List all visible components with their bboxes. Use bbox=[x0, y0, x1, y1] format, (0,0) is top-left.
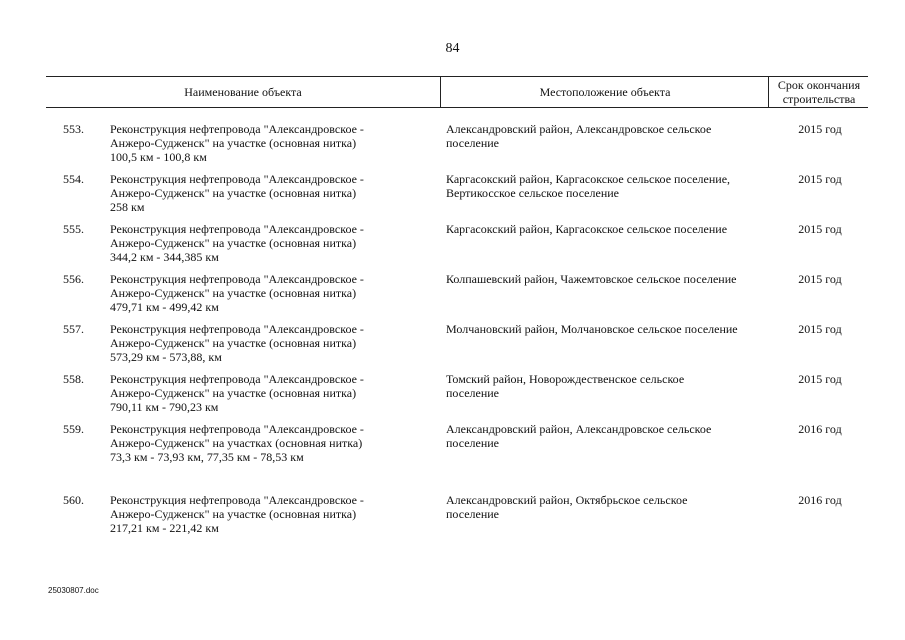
row-number: 558. bbox=[63, 372, 84, 386]
row-number: 553. bbox=[63, 122, 84, 136]
page-number: 84 bbox=[445, 41, 460, 56]
object-location-line: Колпашевский район, Чажемтовское сельское поселение bbox=[446, 272, 737, 286]
row-number: 554. bbox=[63, 172, 84, 186]
object-name-line: Анжеро-Судженск" на участках (основная нитка) bbox=[110, 436, 363, 450]
row-object-name bbox=[110, 322, 410, 364]
object-location-line: Каргасокский район, Каргасокское сельское поселение, bbox=[446, 172, 731, 186]
row-object-location bbox=[446, 422, 764, 450]
header-object-name: Наименование объекта bbox=[184, 84, 302, 99]
object-location-line: поселение bbox=[446, 436, 500, 450]
row-number: 556. bbox=[63, 272, 84, 286]
object-location-line: поселение bbox=[446, 386, 500, 400]
row-completion-term: 2015 год bbox=[798, 322, 842, 336]
row-number: 555. bbox=[63, 222, 84, 236]
header-term-line-1: Срок окончания bbox=[777, 78, 861, 92]
row-object-name bbox=[110, 422, 410, 464]
row-object-location bbox=[446, 372, 764, 400]
object-name-line: 790,11 км - 790,23 км bbox=[110, 400, 219, 414]
object-location-line: поселение bbox=[446, 507, 500, 521]
object-name-line: Анжеро-Судженск" на участке (основная нитка) bbox=[110, 286, 357, 300]
object-name-line: Реконструкция нефтепровода "Александровское - bbox=[110, 122, 364, 136]
object-name-line: Анжеро-Судженск" на участке (основная нитка) bbox=[110, 386, 357, 400]
object-name-line: 217,21 км - 221,42 км bbox=[110, 521, 219, 535]
object-name-line: Реконструкция нефтепровода "Александровское - bbox=[110, 322, 364, 336]
row-number: 557. bbox=[63, 322, 84, 336]
row-object-location bbox=[446, 322, 764, 336]
row-completion-term: 2015 год bbox=[798, 172, 842, 186]
row-object-name bbox=[110, 372, 410, 414]
object-name-line: 73,3 км - 73,93 км, 77,35 км - 78,53 км bbox=[110, 450, 304, 464]
row-completion-term: 2015 год bbox=[798, 372, 842, 386]
row-object-name bbox=[110, 122, 410, 164]
object-name-line: 344,2 км - 344,385 км bbox=[110, 250, 219, 264]
object-location-line: Молчановский район, Молчановское сельское поселение bbox=[446, 322, 738, 336]
object-name-line: Реконструкция нефтепровода "Александровское - bbox=[110, 422, 364, 436]
row-completion-term: 2016 год bbox=[798, 422, 842, 436]
row-object-name bbox=[110, 222, 410, 264]
object-name-line: Реконструкция нефтепровода "Александровское - bbox=[110, 272, 364, 286]
row-completion-term: 2016 год bbox=[798, 493, 842, 507]
document-filename: 25030807.doc bbox=[48, 586, 99, 595]
row-object-name bbox=[110, 272, 410, 314]
row-object-name bbox=[110, 493, 410, 535]
object-location-line: Каргасокский район, Каргасокское сельское поселение bbox=[446, 222, 728, 236]
object-name-line: Анжеро-Судженск" на участке (основная нитка) bbox=[110, 136, 357, 150]
object-location-line: поселение bbox=[446, 136, 500, 150]
object-name-line: 100,5 км - 100,8 км bbox=[110, 150, 207, 164]
row-completion-term: 2015 год bbox=[798, 122, 842, 136]
object-location-line: Александровский район, Александровское сельское bbox=[446, 122, 712, 136]
row-object-location bbox=[446, 122, 764, 150]
object-name-line: 258 км bbox=[110, 200, 145, 214]
row-completion-term: 2015 год bbox=[798, 222, 842, 236]
row-number: 559. bbox=[63, 422, 84, 436]
object-name-line: 573,29 км - 573,88, км bbox=[110, 350, 222, 364]
row-object-location bbox=[446, 172, 764, 200]
object-name-line: Реконструкция нефтепровода "Александровское - bbox=[110, 222, 364, 236]
header-object-location: Местоположение объекта bbox=[440, 77, 769, 107]
object-name-line: Реконструкция нефтепровода "Александровское - bbox=[110, 172, 364, 186]
row-object-name bbox=[110, 172, 410, 214]
object-location-line: Александровский район, Александровское сельское bbox=[446, 422, 712, 436]
object-location-line: Томский район, Новорождественское сельское bbox=[446, 372, 685, 386]
object-location-line: Вертикосское сельское поселение bbox=[446, 186, 619, 200]
object-name-line: 479,71 км - 499,42 км bbox=[110, 300, 219, 314]
header-completion-term bbox=[768, 77, 869, 107]
object-name-line: Анжеро-Судженск" на участке (основная нитка) bbox=[110, 507, 357, 521]
object-location-line: Александровский район, Октябрьское сельское bbox=[446, 493, 688, 507]
object-name-line: Анжеро-Судженск" на участке (основная нитка) bbox=[110, 236, 357, 250]
row-number: 560. bbox=[63, 493, 84, 507]
row-object-location bbox=[446, 222, 764, 236]
row-object-location bbox=[446, 493, 764, 521]
row-completion-term: 2015 год bbox=[798, 272, 842, 286]
object-name-line: Анжеро-Судженск" на участке (основная нитка) bbox=[110, 336, 357, 350]
row-object-location bbox=[446, 272, 764, 286]
object-name-line: Реконструкция нефтепровода "Александровское - bbox=[110, 372, 364, 386]
table-header bbox=[46, 76, 868, 108]
object-name-line: Анжеро-Судженск" на участке (основная нитка) bbox=[110, 186, 357, 200]
header-term-line-2: строительства bbox=[782, 92, 856, 106]
object-name-line: Реконструкция нефтепровода "Александровское - bbox=[110, 493, 364, 507]
